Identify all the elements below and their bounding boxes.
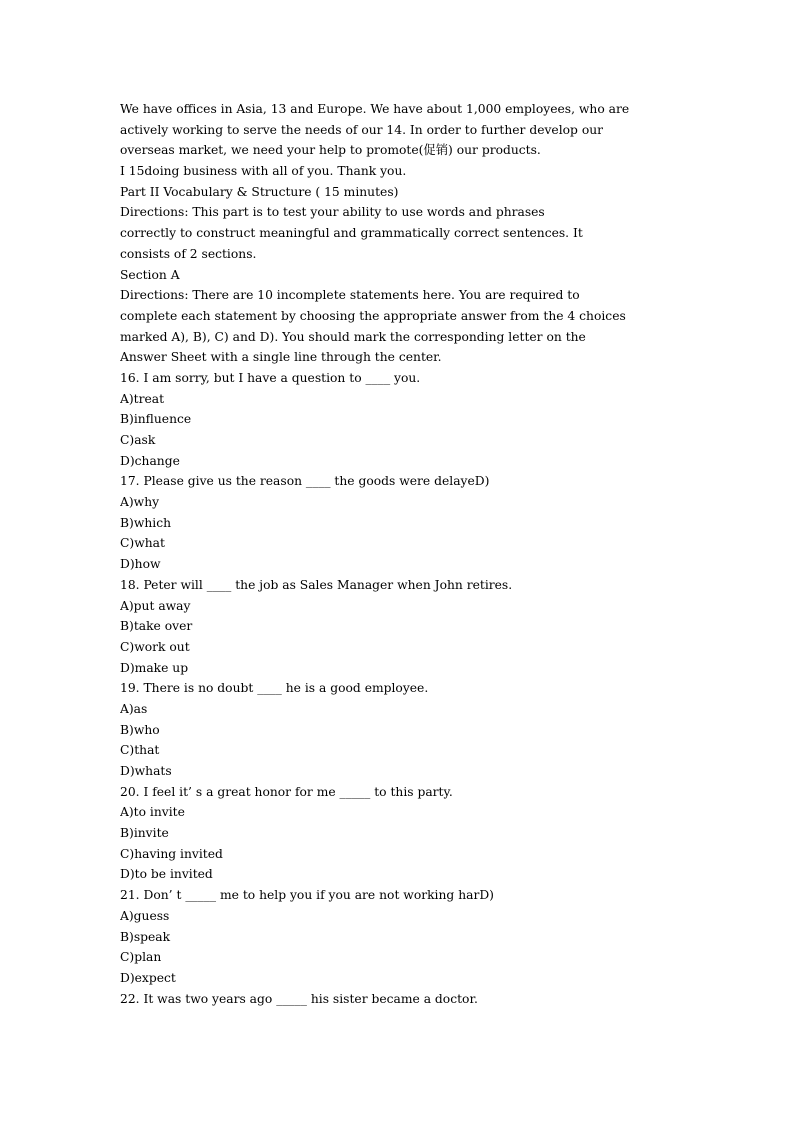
question-20-option-d: D)to be invited xyxy=(120,867,213,882)
question-17-option-b: B)which xyxy=(120,515,172,530)
directions-line-1: Directions: This part is to test your ability to use words and phrases xyxy=(120,205,545,220)
question-18: 18. Peter will ____ the job as Sales Manager when John retires. xyxy=(120,577,513,592)
question-18-option-b: B)take over xyxy=(120,619,193,634)
question-16-option-a: A)treat xyxy=(120,391,165,406)
question-21-option-c: C)plan xyxy=(120,950,162,965)
question-16-option-b: B)influence xyxy=(120,412,192,427)
question-19: 19. There is no doubt ____ he is a good employee. xyxy=(120,681,429,696)
question-22: 22. It was two years ago _____ his sister became a doctor. xyxy=(120,991,478,1006)
question-19-option-d: D)whats xyxy=(120,764,172,778)
directions-line-2: correctly to construct meaningful and grammatically correct sentences. It xyxy=(120,226,583,241)
question-20-option-a: A)to invite xyxy=(120,805,185,820)
question-18-option-a: A)put away xyxy=(120,598,191,613)
section-directions-line-2: complete each statement by choosing the appropriate answer from the 4 choices xyxy=(120,308,626,323)
intro-paragraph-line-3: overseas market, we need your help to promote(促销) our products. xyxy=(120,143,541,158)
question-21: 21. Don’ t _____ me to help you if you are not working harD) xyxy=(120,888,494,903)
question-19-option-b: B)who xyxy=(120,722,160,737)
question-19-option-c: C)that xyxy=(120,743,160,758)
document-page xyxy=(120,99,680,1009)
question-16: 16. I am sorry, but I have a question to ____ you. xyxy=(120,370,421,385)
question-20: 20. I feel it’ s a great honor for me _____ to this party. xyxy=(120,784,453,799)
intro-closing-line: I 15doing business with all of you. Thank you. xyxy=(120,164,407,179)
question-21-option-b: B)speak xyxy=(120,929,171,944)
question-17-option-d: D)how xyxy=(120,557,161,572)
question-16-option-c: C)ask xyxy=(120,433,156,447)
question-18-option-c: C)work out xyxy=(120,639,190,654)
question-17-option-c: C)what xyxy=(120,536,165,551)
section-heading: Section A xyxy=(120,267,180,282)
question-21-option-a: A)guess xyxy=(120,908,170,923)
section-directions-line-4: Answer Sheet with a single line through the center. xyxy=(120,350,442,365)
question-18-option-d: D)make up xyxy=(120,660,189,675)
section-directions-line-3: marked A), B), C) and D). You should mark the corresponding letter on the xyxy=(120,329,586,344)
section-directions-line-1: Directions: There are 10 incomplete statements here. You are required to xyxy=(120,288,580,303)
intro-paragraph-line-2: actively working to serve the needs of our 14. In order to further develop our xyxy=(120,122,604,137)
directions-line-3: consists of 2 sections. xyxy=(120,246,257,261)
part-heading: Part II Vocabulary & Structure ( 15 minutes) xyxy=(120,184,399,199)
question-17-option-a: A)why xyxy=(120,495,160,510)
intro-paragraph-line-1: We have offices in Asia, 13 and Europe. We have about 1,000 employees, who are xyxy=(120,102,630,116)
question-20-option-b: B)invite xyxy=(120,826,169,841)
question-19-option-a: A)as xyxy=(120,701,148,716)
question-21-option-d: D)expect xyxy=(120,970,176,985)
question-17: 17. Please give us the reason ____ the goods were delayeD) xyxy=(120,474,490,489)
question-20-option-c: C)having invited xyxy=(120,846,223,861)
question-16-option-d: D)change xyxy=(120,453,180,468)
